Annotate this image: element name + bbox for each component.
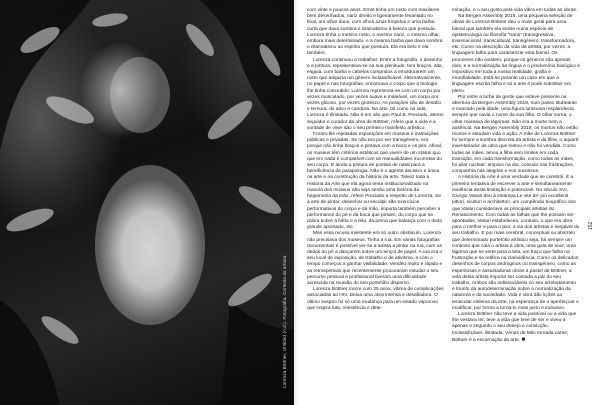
paragraph: com vinte e poucos anos. Ernst tinha um rosto com maxilares bem desenhados, nariz direito e ligeiramente levantado no final, um olhar doce, com olhos azuis límpidos e uma barba curta que dava sombra e dramatismo à beleza que possuía. Lorenza tinha o mesmo rosto, o mesmo nariz, o mesmo olhar, embora mais determinado, e a mesma barba que dava sombra e dramatismo ao espírito que possuía. Ela era belo e ela também. bbox=[307, 8, 443, 57]
paragraph: Lorenza Böttner morre com 35 anos, vítima de complicações associadas ao HIV. Deixa uma obra imensa e desafiadora. O último suspiro foi só uma mudança para um estado vaporoso que inspira luta, resistência e dete- bbox=[307, 287, 444, 311]
paragraph-text: Lorenza Böttner não teve a vida possível ou a vida que the vestava ter; teve a vida que teve de ser e viveu-a apenas e segundo o seu desejo e convicção. Inclassificável, ilimitada, Vénus de Milo tornada carne; Böttner é a encarnação da arte. bbox=[452, 311, 577, 343]
page-gutter bbox=[294, 0, 300, 405]
paragraph: Lorenza continuou a trabalhar. Entre a fotografia, o desenho e a pintura, representava-se na sua plenitude: tem braços, alta, esguia, com barba e cabelos compridos a emoldurarem um rosto que adquiria um género inclassificável. Alternativamente, no papel e nas fotografias, encarnava o corpo que a biologia lhe tinha concedido: Lorenza representa-se com um corpo por vezes musculado, por vezes suave e maleável, um corpo por vezes glicoso, por vezes grotesco. As posições são de desafio e ternura, de ativo e candura. Na arte, tal como na vida, Lorenza é ilimitada. Não é em vão que Paul B. Preciado, atento seguidor e curador da obra de Böttner, refere que a vida e a vontade de viver são o seu primeiro manifesto artístico. bbox=[307, 57, 444, 131]
paragraph: Por entre a turba de gente que esteve presente na abertura da Bergen Assembly 2019, num passo titubeante e marcado pela idade, uma figura luminosa resplandecia sempre que ouvia o nome da sua filha. O olhar sorria, o olhar mareava de lágrimas. Não era a morte nem a ausência. Na Bergen Assembly 2019, os mortos não estão mortos e estudam vida e ação. A mãe de Lorenza Böttner foi sempre a sombra discreta da artista e da filha, o aquarê inventariador da obra que restou e não foi vendida. Como todas as mães, amou a filha sem limites em cada transição, em cada transformação, como todas as mães, foi pilar nuclear: amparo na dor, consolo nas frustrações, companhia nas alegrias e nos sucessos. bbox=[452, 94, 579, 175]
article-column-1 bbox=[307, 8, 444, 312]
article-column-2 bbox=[452, 8, 580, 344]
paragraph bbox=[452, 312, 580, 344]
page-number: 152 bbox=[588, 221, 594, 230]
end-of-article-mark: ■ bbox=[521, 336, 526, 343]
paragraph: minação, e o seu gosto pela vida vibra em todas as obras. bbox=[452, 8, 578, 13]
foliage-overlay bbox=[0, 0, 294, 405]
photo-caption: Lorenza Böttner, Untitled (n.d.). Fotografia. Cortesia do artista. bbox=[282, 254, 287, 388]
paragraph: A História da Arte é uma verdade que se constrói. É a primeira tentativa de escrever a arte e simultaneamente evidência desta limitação e potenciais. No século XVI, Giorgio Vasari deu à estampa Le vite de’ più eccellenti pittori, scultori e architettori, um compêndio biográfico dos que Vasari considerava os principais artistas do Renascimento. Com todas as falhas que the possam ser apontadas, Vasari estabeleceu, contudo, o que era obra para o melhor e para o pior, a via dos artistas é inegável do seu trabalho. E por mais cerebral, conceptual ou abstrato que determinado portefólio artístico seja, há sempre um contexto que cola o artista à obra, uma gota de suor, uma lágrima que se verte para a tela, um traço que falha na frustração e se retifica na clarividência. Como os delicados desenhos de corpos andróginos ou transgénero, como as esperitosas e assustadoras obras a pastel de Böttner, a vida desta artista importa ser contada a par do seu trabalho. Ambos são indissociáveis no seu arrebatamento e triunfo da autodeterminação sobre a normalização da natureza e da sociedade. Vida e obra dão lições ao tenacular sistema da arte, na esperança de o aperfeiçoar e modificar, por forma a torná-lo mais justo e inclusivo. bbox=[452, 175, 580, 311]
portrait-photograph bbox=[0, 0, 294, 405]
paragraph: Na Bergen Assembly 2019, uma pequena seleção de obras de Lorenza Böttner deu o mote geral para uma bienal que também ela existe numa espécie de epistemologia ou filosofia “trans” (transgressiva, transnacional, transcultural, transgénero, transformadora, etc. Como na descrição da vida da artista, por vezes, a linguagem falha para caracterizar esta bienal. Os pronomes não existem, porque os géneros são apenas dois, e a normalização da língua e o predomínio biológico é impositivo em toda a nossa realidade, grafia e mundialidade. Está-se perante um caso em que a linguagem escrita falha e só a arte é pode substituir em pleno. bbox=[452, 14, 580, 94]
paragraph: Mas essa recusa insistente era só outro obstáculo. Lorenza não precisava dos museus. Tinha a rua. Em várias fotografias documentais é possível ver-se a artista a pintar na rua, com os dedos do pé a dançarem sobre um lençol de papel. A rua era o seu local de exposição, de trabalho e de ativismo, e com o tempo começou a ganhar visibilidade. Vendeu muito e rápido e as retrospetivas que recentemente procuraram estudar o seu percurso pessoal e profissional tiveram uma dificuldade acrescida na reunião do seu portefólio disperso. bbox=[307, 231, 443, 286]
paragraph: Foram-lhe rejeitadas exposições em museus e instituições públicas e privadas. Se não era por ser transgénero, era porque não tinha braços e pintava com a boca e os pés. Afinal, os museus têm critérios estéticos que vivem de um status quo que em nada é compatível com as manualidades incorretas do seu corpo. E ainda a pintura de postais de natal para a beneficência da parapologia. Não é o agente decisivo e única na arte e na construção da história da arte. Talvez toda a História da Arte que ela agora tenta institucionalizado na maioria dos museus não seja senão uma história da hegemonia da mão, refere Preciado a respeito de Lorenza. Se a arte de pintar, desenhar ou esculpir são exercícios performativos do corpo e da mão, importa também perceber a performance do pé e da boca que pintam, do corpo que se dobra sobre a folha e a tela, da perna que balança com o dedo grande apontado, etc. bbox=[307, 132, 443, 231]
